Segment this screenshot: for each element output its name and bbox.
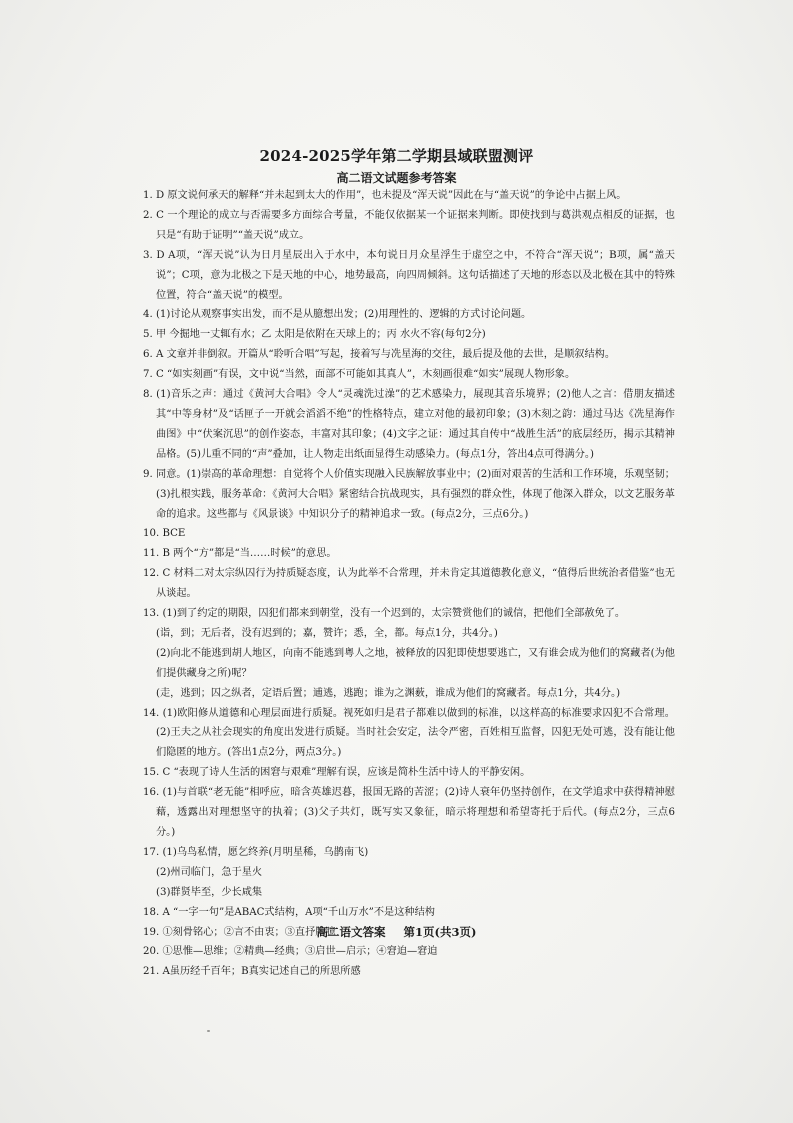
- answer-2: 2. C 一个理论的成立与否需要多方面综合考量，不能仅依据某一个证据来判断。即使找到与葛洪观点相反的证据，也只是“有助于证明”“盖天说”成立。: [143, 209, 675, 241]
- answer-15: 15. C “表现了诗人生活的困窘与艰难”理解有误，应该是简朴生活中诗人的平静安闲。: [143, 767, 531, 779]
- answer-11: 11. B 两个“方”都是“当……时候”的意思。: [143, 548, 337, 560]
- answer-17-part-3: (3)群贤毕至，少长咸集: [156, 886, 263, 898]
- answer-16: 16. (1)与首联“老无能”相呼应，暗含英雄迟暮，报国无路的苦涩；(2)诗人衰年仍坚持创作，在文学追求中获得精神慰藉，透露出对理想坚守的执着；(3)父子共灯，既写实又象征，暗示将理想和希望寄托于后代。(每点2分，三点6分。): [143, 787, 675, 838]
- answer-17-part-1: 17. (1)乌鸟私情，愿乞终养(月明星稀，乌鹊南飞): [143, 846, 369, 858]
- document-title: 2024-2025学年第二学期县域联盟测评: [259, 147, 534, 165]
- answer-13-part-2-scoring: (走，逃到；囚之纵者，定语后置；逋逃，逃跑；谁为之渊薮，谁成为他们的窝藏者。每点1分，共4分。): [156, 687, 621, 699]
- answer-1: 1. D 原文说何承天的解释“并未起到太大的作用”，也未提及“浑天说”因此在与“盖天说”的争论中占据上风。: [143, 190, 627, 201]
- answer-list: [143, 186, 675, 982]
- answer-12: 12. C 材料二对太宗纵囚行为持质疑态度，认为此举不合常理，并未肯定其道德教化意义，“值得后世统治者借鉴”也无从谈起。: [143, 568, 675, 600]
- footer-page-number: 第1页(共3页): [403, 925, 477, 939]
- answer-21: 21. A虽历经千百年；B真实记述自己的所思所感: [143, 966, 361, 978]
- answer-20: 20. ①思惟—思维；②精典—经典；③启世—启示；④窘迫—窘迫: [143, 946, 438, 958]
- footer-document-name: 高二语文答案: [316, 925, 386, 939]
- answer-13-part-2: (2)向北不能逃到胡人地区，向南不能逃到粤人之地，被释放的囚犯即使想要逃亡，又有谁会成为他们的窝藏者(为他们提供藏身之所)呢？: [156, 647, 675, 679]
- answer-5: 5. 甲 今掘地一丈辄有水；乙 太阳是依附在天球上的；丙 水火不容(每句2分): [143, 329, 486, 341]
- answer-8: 8. (1)音乐之声：通过《黄河大合唱》令人“灵魂洗过澡”的艺术感染力，展现其音乐境界；(2)他人之言：借朋友描述其“中等身材”及“话匣子一开就会滔滔不绝”的性格特点，建立对他的最初印象；(3)木刻之韵：通过马达《冼星海作曲图》中“伏案沉思”的创作姿态，丰富对其印象；(4)文字之证：通过其自传中“战胜生活”的底层经历，揭示其精神品格。(5)儿重不同的“声”叠加，让人物走出纸面显得生动感染力。(每点1分，答出4点可得满分。): [143, 389, 675, 460]
- answer-14: 14. (1)欧阳修从道德和心理层面进行质疑。视死如归是君子都难以做到的标准，以这样高的标准要求囚犯不合常理。(2)王夫之从社会现实的角度出发进行质疑。当时社会安定，法令严密，百姓相互监督，囚犯无处可逃，没有能让他们隐匿的地方。(答出1点2分，两点3分。): [143, 707, 675, 759]
- document-subtitle: 高二语文试题参考答案: [336, 171, 457, 185]
- answer-18: 18. A “一字一句”是ABAC式结构，A项“千山万水”不是这种结构: [143, 906, 435, 918]
- scan-speck: [207, 1030, 210, 1032]
- answer-4: 4. (1)讨论从观察事实出发，而不是从臆想出发；(2)用理性的、逻辑的方式讨论问题。: [143, 309, 532, 321]
- page-footer: [0, 924, 793, 940]
- answer-3: 3. D A项，“浑天说”认为日月星辰出入于水中，本句说日月众星浮生于虚空之中，不符合“浑天说”；B项，属“盖天说”；C项，意为北极之下是天地的中心，地势最高，向四周倾斜。这句话描述了天地的形态以及北极在其中的特殊位置，符合“盖天说”的模型。: [143, 249, 675, 301]
- document-header: [0, 146, 793, 187]
- answer-9: 9. 同意。(1)崇高的革命理想：自觉将个人价值实现融入民族解放事业中；(2)面对艰苦的生活和工作环境，乐观坚韧；(3)扎根实践，服务革命：《黄河大合唱》紧密结合抗战现实，具有强烈的群众性，体现了他深入群众，以文艺服务革命的追求。这些都与《风景谈》中知识分子的精神追求一致。(每点2分，三点6分。): [143, 468, 675, 520]
- answer-10: 10. BCE: [143, 528, 186, 540]
- answer-19: 19. ①刻骨铭心；②言不由衷；③直抒胸臆: [143, 926, 336, 938]
- answer-17-part-2: (2)州司临门，急于星火: [156, 866, 263, 878]
- answer-13-part-1: 13. (1)到了约定的期限，囚犯们都来到朝堂，没有一个迟到的，太宗赞赏他们的诚信，把他们全部赦免了。: [143, 608, 626, 620]
- answer-6: 6. A 文章并非倒叙。开篇从“聆听合唱”写起，接着写与冼星海的交往，最后提及他的去世，是顺叙结构。: [143, 349, 616, 361]
- answer-13-part-1-scoring: (诣，到；无后者，没有迟到的；嘉，赞许；悉，全，都。每点1分，共4分。): [156, 627, 498, 639]
- answer-7: 7. C “如实刻画”有误，文中说“当然，面部不可能如其真人”，木刻画很难“如实”展现人物形象。: [143, 369, 576, 381]
